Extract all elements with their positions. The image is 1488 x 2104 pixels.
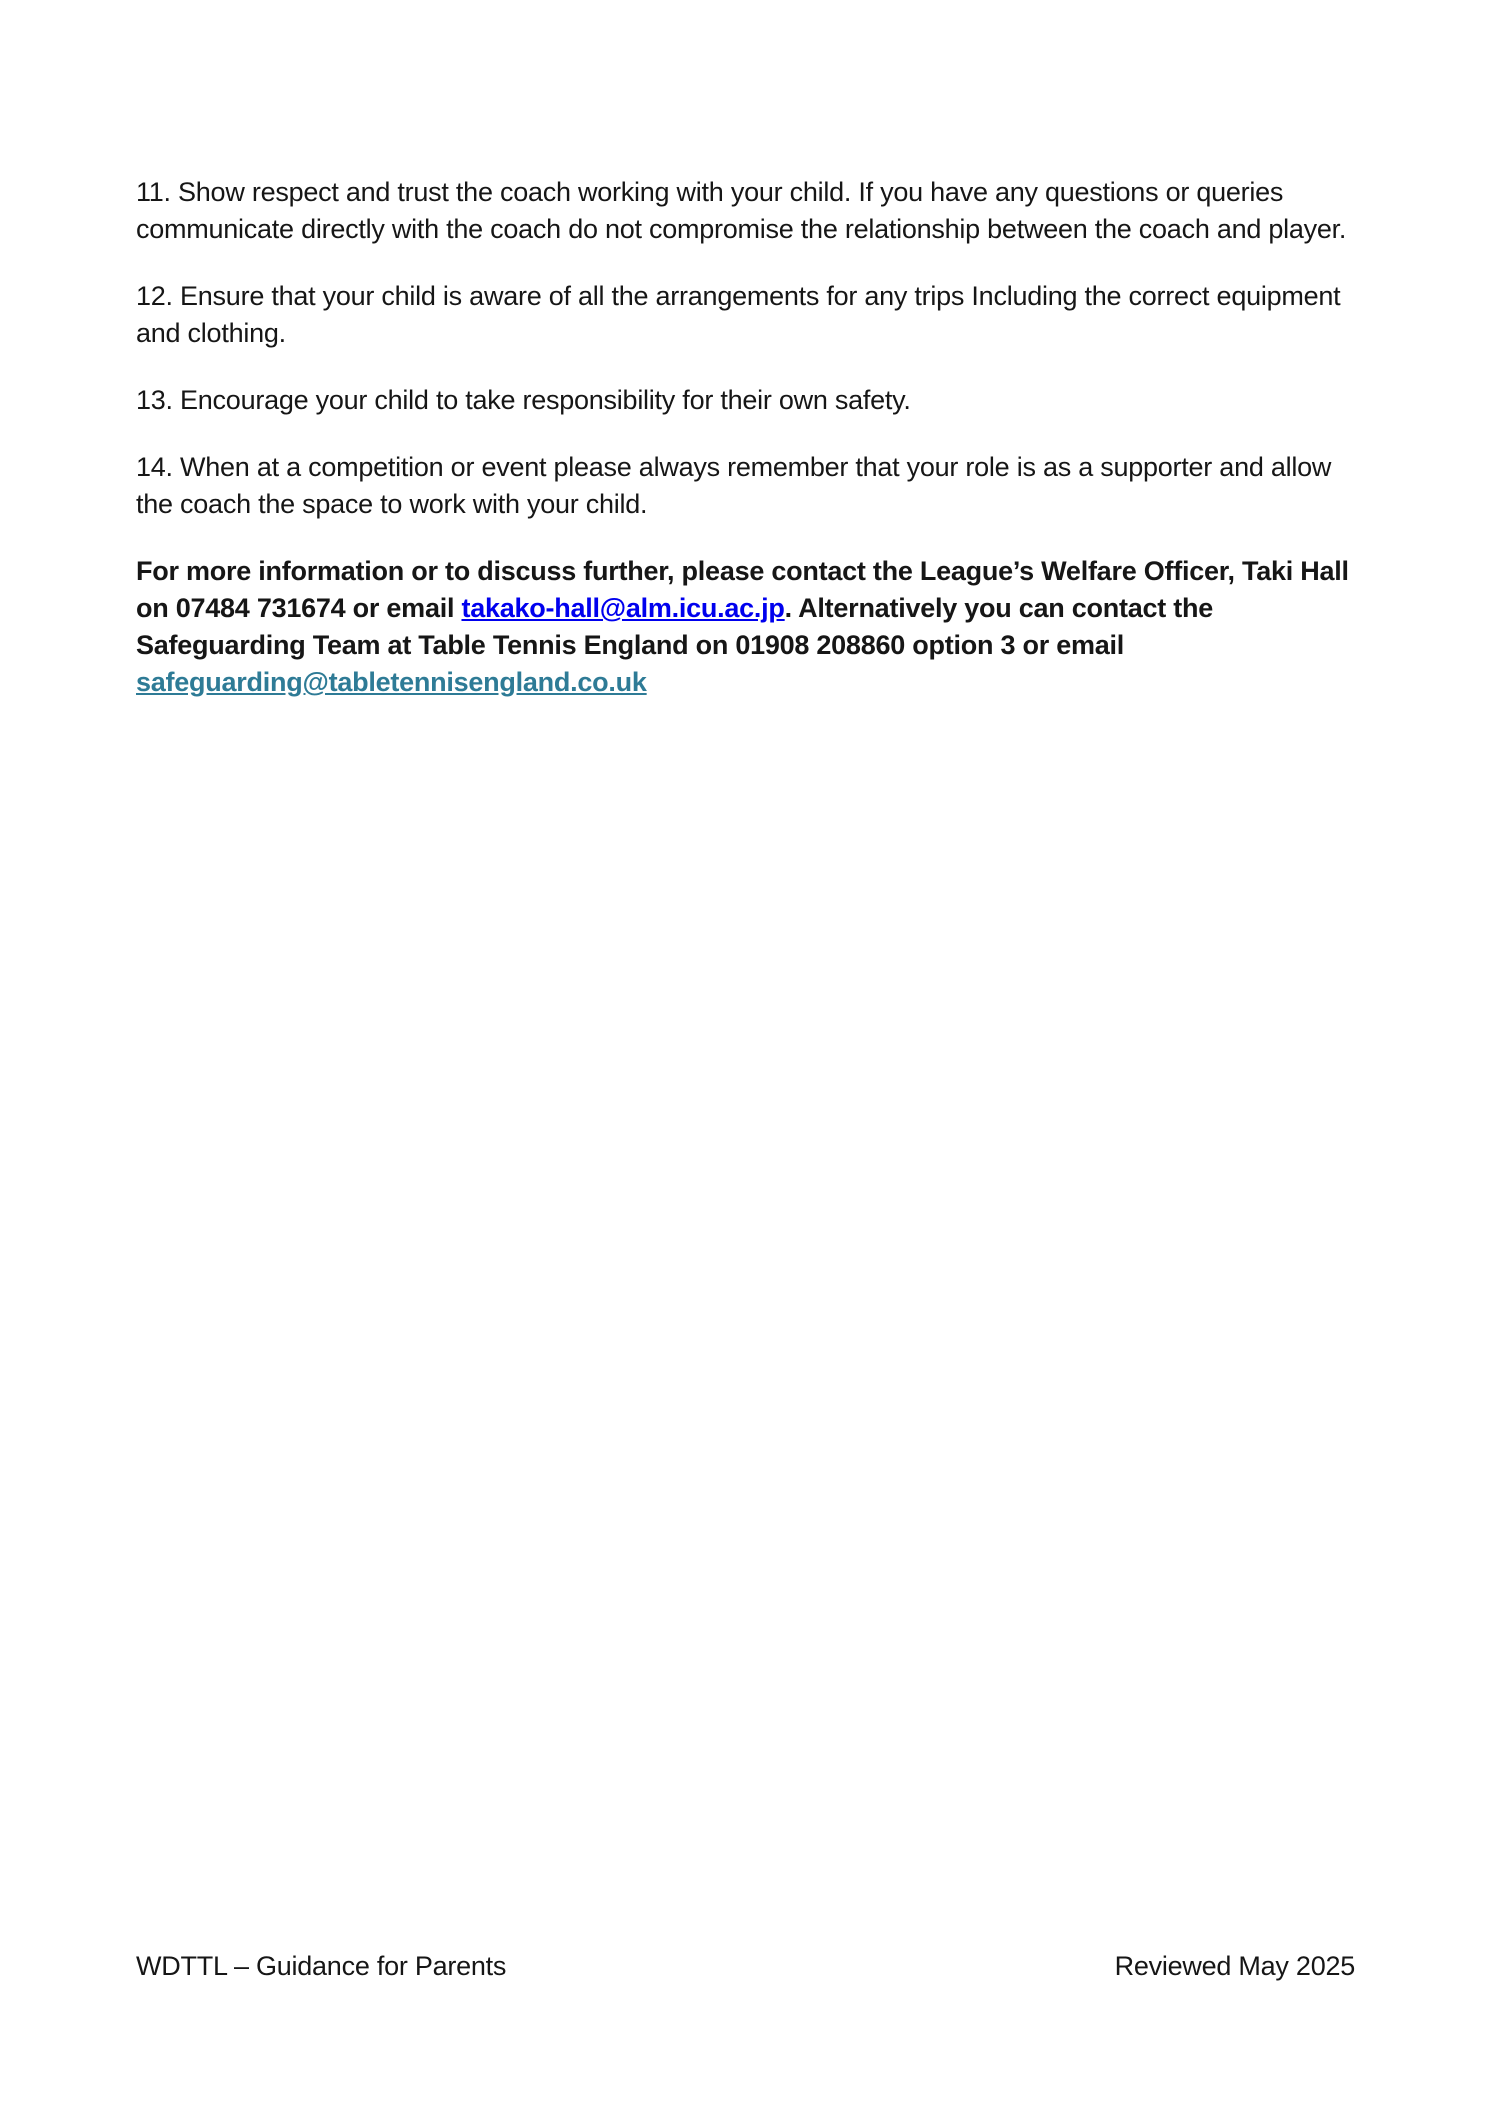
safeguarding-email-link[interactable]: safeguarding@tabletennisengland.co.uk <box>136 667 647 697</box>
footer-review-date: Reviewed May 2025 <box>1114 1951 1355 1981</box>
list-item-11: 11. Show respect and trust the coach working with your child. If you have any questions or queries communicate directly with the coach do not compromise the relationship between the coach and player. <box>136 177 1347 244</box>
footer-document-title: WDTTL – Guidance for Parents <box>136 1951 507 1981</box>
list-item-14: 14. When at a competition or event please always remember that your role is as a supporter and allow the coach the space to work with your child. <box>136 452 1332 519</box>
contact-text-before-safeguarding-email: . Alternatively you can contact the Safeguarding Team at Table Tennis England on 01908 208860 option 3 or email <box>136 593 1214 660</box>
document-body <box>136 174 1360 731</box>
list-item-13: 13. Encourage your child to take responsibility for their own safety. <box>136 385 911 415</box>
list-item-12: 12. Ensure that your child is aware of all the arrangements for any trips Including the correct equipment and clothing. <box>136 281 1341 348</box>
contact-paragraph <box>136 553 1360 701</box>
contact-text-before-welfare-email: For more information or to discuss further, please contact the League’s Welfare Officer, Taki Hall on 07484 731674 or email <box>136 556 1349 623</box>
welfare-email-link[interactable]: takako-hall@alm.icu.ac.jp <box>461 593 785 623</box>
page-footer <box>136 1948 1355 1985</box>
